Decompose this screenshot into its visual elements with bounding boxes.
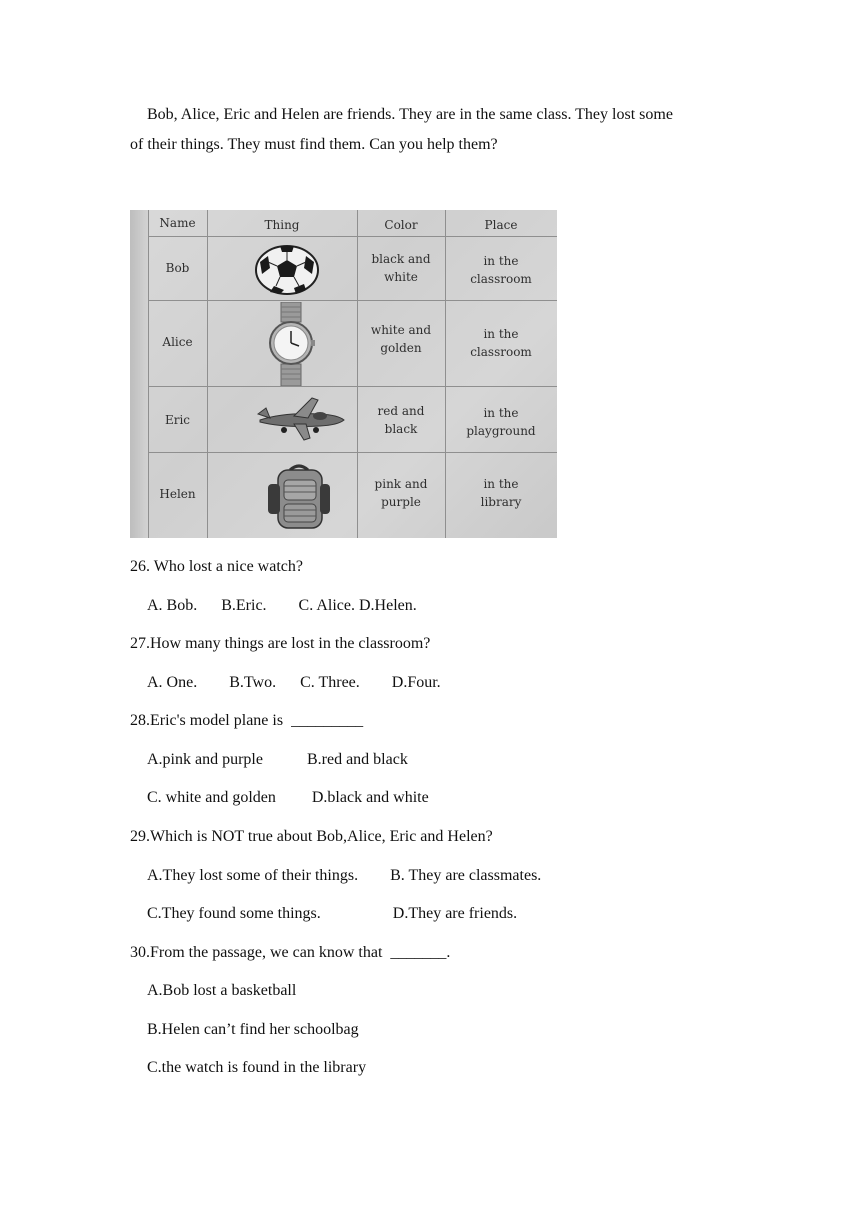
question-26-options: A. Bob. B.Eric. C. Alice. D.Helen. — [147, 597, 417, 614]
lost-items-table — [148, 210, 557, 538]
question-30-option-c: C.the watch is found in the library — [147, 1059, 367, 1076]
question-28-options-cd: C. white and golden D.black and white — [147, 789, 429, 806]
row-place-alice: in the classroom — [470, 327, 532, 359]
row-name-helen: Helen — [159, 487, 196, 501]
header-color: Color — [384, 218, 418, 232]
page-edge-shadow — [130, 210, 148, 538]
row-place-eric: in the playground — [466, 406, 536, 438]
header-place: Place — [484, 218, 518, 232]
question-27-options: A. One. B.Two. C. Three. D.Four. — [147, 674, 441, 691]
question-30-stem: 30.From the passage, we can know that _______. — [130, 944, 451, 961]
row-name-bob: Bob — [165, 261, 190, 275]
row-color-alice: white and golden — [370, 323, 432, 355]
question-27-stem: 27.How many things are lost in the classroom? — [130, 635, 431, 652]
question-29-options-ab: A.They lost some of their things. B. They are classmates. — [147, 867, 542, 884]
row-place-helen: in the library — [480, 477, 522, 509]
row-name-eric: Eric — [164, 413, 191, 427]
passage-line-2: of their things. They must find them. Can you help them? — [130, 136, 498, 153]
row-color-eric: red and black — [377, 404, 425, 436]
model-plane-icon — [254, 396, 346, 442]
question-26-stem: 26. Who lost a nice watch? — [130, 558, 303, 575]
question-28-stem: 28.Eric's model plane is _________ — [130, 712, 364, 729]
row-name-alice: Alice — [162, 335, 193, 349]
header-thing: Thing — [264, 218, 300, 232]
question-28-options-ab: A.pink and purple B.red and black — [147, 751, 408, 768]
passage-line-1: Bob, Alice, Eric and Helen are friends. They are in the same class. They lost some — [147, 106, 673, 123]
row-color-helen: pink and purple — [374, 477, 428, 509]
soccer-ball-icon — [254, 244, 320, 296]
question-29-stem: 29.Which is NOT true about Bob,Alice, Eric and Helen? — [130, 828, 493, 845]
row-color-bob: black and white — [371, 252, 431, 284]
table-photo — [130, 210, 557, 538]
question-30-option-b: B.Helen can’t find her schoolbag — [147, 1021, 359, 1038]
watch-icon — [266, 302, 316, 386]
row-place-bob: in the classroom — [470, 254, 532, 286]
schoolbag-icon — [266, 462, 332, 532]
question-29-options-cd: C.They found some things. D.They are friends. — [147, 905, 518, 922]
header-name: Name — [159, 216, 196, 230]
question-30-option-a: A.Bob lost a basketball — [147, 982, 297, 999]
